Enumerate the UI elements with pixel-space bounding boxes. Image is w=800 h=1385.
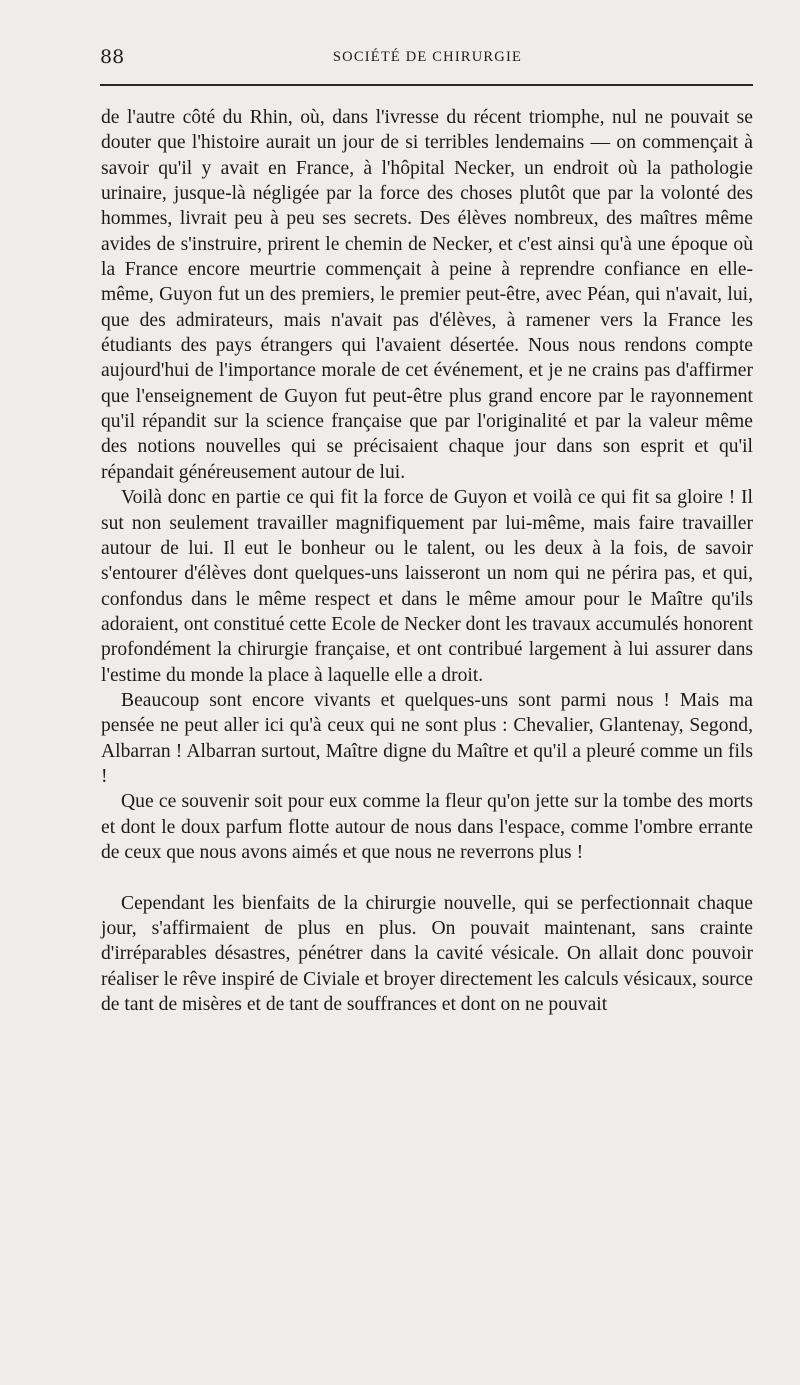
paragraph: Voilà donc en partie ce qui fit la force de Guyon et voilà ce qui fit sa gloire ! Il sut non seulement travailler magnifiquement par lui-même, mais faire travailler autour de lui. Il eut le bonheur ou le talent, ou les deux à la fois, de savoir s'entourer d'élèves dont quelques-uns laisseront un nom qui ne périra pas, et qui, confondus dans le même respect et dans le même amour pour le Maître qu'ils adoraient, ont constitué cette Ecole de Necker dont les travaux accumulés honorent profondément la chirurgie française, et ont contribué largement à lui assurer dans l'estime du monde la place à laquelle elle a droit. [101,487,753,686]
page-number: 88 [100,46,125,68]
body-text [101,105,753,1017]
page-header [100,46,755,70]
paragraph-continued: de l'autre côté du Rhin, où, dans l'ivresse du récent triomphe, nul ne pouvait se douter que l'histoire aurait un jour de si terribles lendemains — on commençait à savoir qu'il y avait en France, à l'hôpital Necker, un endroit où la pathologie urinaire, jusque-là négligée par la force des choses plutôt que par la volonté des hommes, livrait peu à peu ses secrets. Des élèves nombreux, des maîtres même avides de s'instruire, prirent le chemin de Necker, et c'est ainsi qu'à une époque où la France encore meurtrie commençait à peine à reprendre confiance en elle-même, Guyon fut un des premiers, le premier peut-être, avec Péan, qui n'avait, lui, que des admirateurs, mais n'avait pas d'élèves, à ramener vers la France les étudiants des pays étrangers qui l'avaient désertée. Nous nous rendons compte aujourd'hui de l'importance morale de cet événement, et je ne crains pas d'affirmer que l'enseignement de Guyon fut peut-être plus grand encore par le rayonnement qu'il répandit sur la science française que par l'originalité et par la valeur même des notions nouvelles qui se précisaient chaque jour dans son esprit et qu'il répandait généreusement autour de lui. [101,107,753,483]
paragraph: Beaucoup sont encore vivants et quelques-uns sont parmi nous ! Mais ma pensée ne peut aller ici qu'à ceux qui ne sont plus : Chevalier, Glantenay, Segond, Albarran ! Albarran surtout, Maître digne du Maître et qu'il a pleuré comme un fils ! [101,689,753,787]
running-title: SOCIÉTÉ DE CHIRURGIE [332,49,523,65]
paragraph: Que ce souvenir soit pour eux comme la fleur qu'on jette sur la tombe des morts et dont le doux parfum flotte autour de nous dans l'espace, comme l'ombre errante de ceux que nous avons aimés et que nous ne reverrons plus ! [101,791,753,863]
header-rule [100,84,753,86]
paragraph-new-section: Cependant les bienfaits de la chirurgie nouvelle, qui se perfectionnait chaque jour, s'affirmaient de plus en plus. On pouvait maintenant, sans crainte d'irréparables désastres, pénétrer dans la cavité vésicale. On allait donc pouvoir réaliser le rêve inspiré de Civiale et broyer directement les calculs vésicaux, source de tant de misères et de tant de souffrances et dont on ne pouvait [101,892,753,1016]
